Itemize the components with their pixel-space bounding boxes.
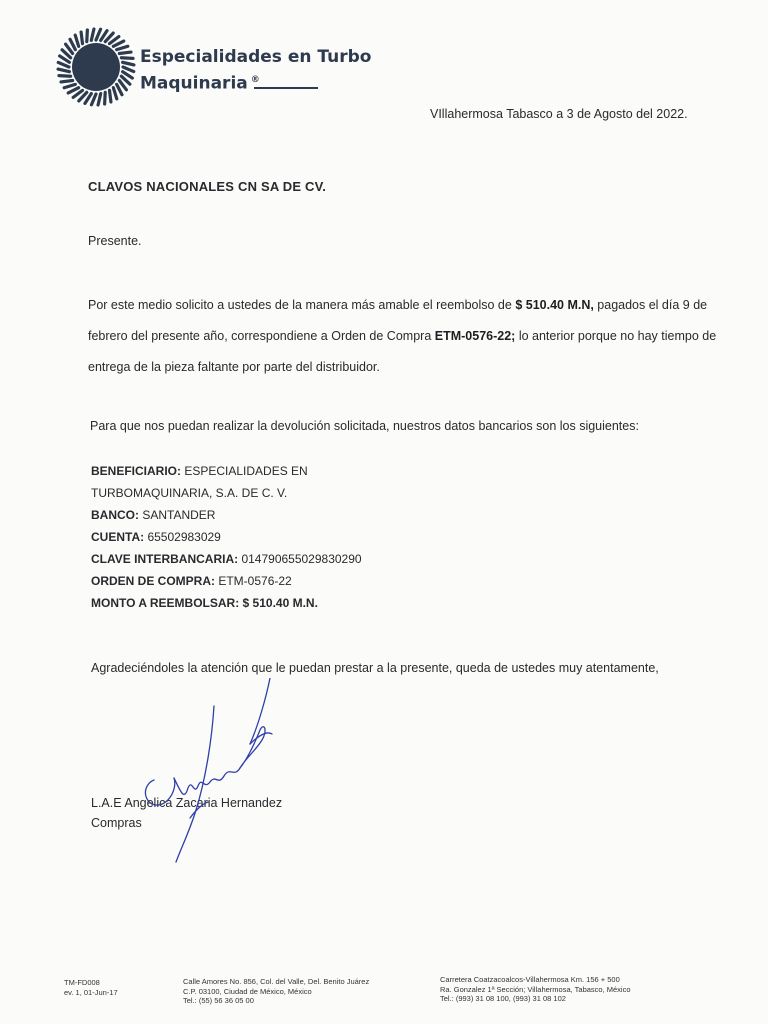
letterhead-rule (254, 87, 318, 89)
turbine-blade (117, 84, 122, 94)
addressee: CLAVOS NACIONALES CN SA DE CV. (88, 179, 327, 194)
beneficiary-row: BENEFICIARIO: ESPECIALIDADES EN (91, 464, 308, 478)
bank-intro-paragraph: Para que nos puedan realizar la devolución solicitada, nuestros datos bancarios son los siguientes: (90, 419, 639, 433)
beneficiary-row-cont: TURBOMAQUINARIA, S.A. DE C. V. (91, 486, 288, 500)
turbine-blade (105, 92, 106, 104)
purchase-order-number: ETM-0576-22; (434, 329, 516, 343)
bank-row: BANCO: SANTANDER (91, 508, 216, 522)
turbine-blade (121, 58, 133, 59)
turbine-blade (119, 52, 131, 53)
turbine-blade (58, 62, 69, 67)
account-row: CUENTA: 65502983029 (91, 530, 221, 544)
signer-department: Compras (91, 816, 142, 830)
footer-office-villahermosa: Carretera Coatzacoalcos-Villahermosa Km. 156 + 500 Ra. Gonzalez 1ª Sección; Villahermosa, Tabasco, México Tel.: (993) 31 08 100, (993) 31 08 102 (440, 975, 631, 1003)
turbine-blade (98, 94, 101, 105)
turbine-blade (87, 30, 88, 42)
greeting: Presente. (88, 234, 142, 248)
bank-details (91, 460, 362, 614)
request-paragraph: Por este medio solicito a ustedes de la manera más amable el reembolso de $ 510.40 M.N, pagados el día 9 de febrero del presente año, correspondiene a Orden de Compra ETM-0576-22; lo anterior porque no hay tiempo de entrega de la pieza faltante por parte del distribuidor. (88, 298, 717, 374)
turbine-blade (70, 39, 75, 49)
company-name: Especialidades en Turbo Maquinaria ® (140, 47, 372, 94)
turbine-blade (61, 81, 73, 82)
date-line: VIllahermosa Tabasco a 3 de Agosto del 2022. (430, 107, 688, 121)
turbine-blade (123, 62, 134, 65)
registered-mark-icon: ® (250, 75, 260, 85)
order-row: ORDEN DE COMPRA: ETM-0576-22 (91, 574, 292, 588)
refund-amount: $ 510.40 M.N, (515, 298, 594, 312)
turbine-blade (113, 41, 123, 46)
refund-row: MONTO A REEMBOLSAR: $ 510.40 M.N. (91, 596, 318, 610)
turbine-blade (117, 46, 128, 49)
clabe-row: CLAVE INTERBANCARIA: 014790655029830290 (91, 552, 362, 566)
turbine-blade (59, 76, 71, 77)
signer-name: L.A.E Angelica Zacaria Hernandez (91, 796, 283, 810)
turbine-blade (110, 90, 111, 102)
turbine-blade (91, 29, 94, 40)
turbine-blade (75, 35, 78, 46)
turbine-blade (58, 69, 69, 72)
turbine-blade (91, 94, 96, 105)
closing-paragraph: Agradeciéndoles la atención que le puedan prestar a la presente, queda de ustedes muy atentamente, (91, 661, 659, 675)
turbine-blade (64, 84, 75, 87)
turbine-blade (96, 29, 101, 40)
turbine-blade (68, 88, 78, 93)
footer-doc-code: TM-FD008 ev. 1, 01-Jun-17 (64, 978, 118, 997)
handwritten-signature (130, 678, 290, 878)
footer-office-cdmx: Calle Amores No. 856, Col. del Valle, Del. Benito Juárez C.P. 03100, Ciudad de México, México Tel.: (55) 56 36 05 00 (183, 977, 370, 1005)
turbine-blade (81, 32, 82, 44)
turbine-blade (113, 88, 116, 99)
turbine-blade (123, 67, 134, 72)
